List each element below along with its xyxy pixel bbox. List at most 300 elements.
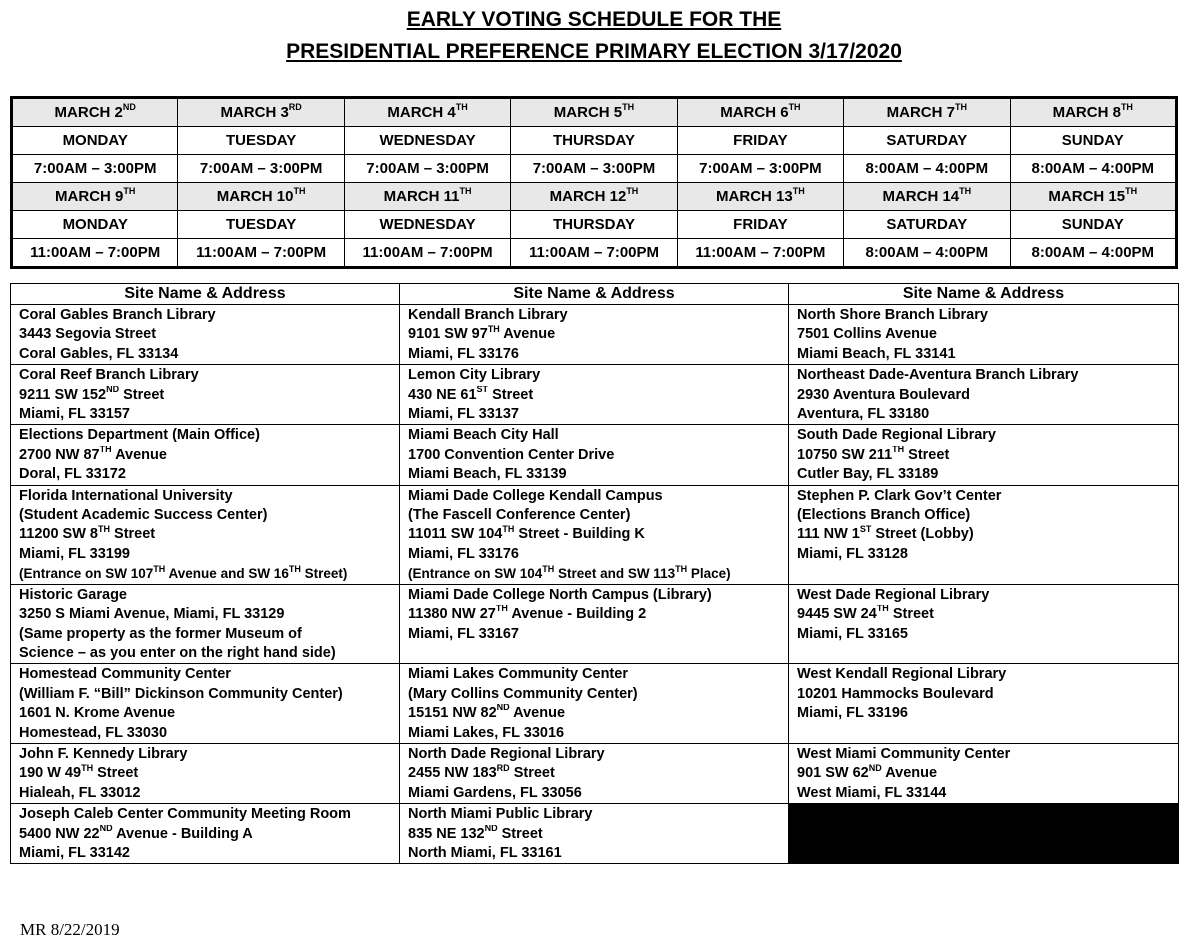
text-segment: Miami Gardens, FL 33056 bbox=[408, 784, 582, 801]
text-segment: 430 NE 61 bbox=[408, 386, 477, 403]
text-segment: Homestead, FL 33030 bbox=[19, 724, 168, 741]
title-line-2: PRESIDENTIAL PREFERENCE PRIMARY ELECTION 3/17/2020 bbox=[286, 40, 902, 63]
ordinal-suffix: TH bbox=[495, 605, 508, 614]
text-segment: Aventura, FL 33180 bbox=[797, 406, 930, 423]
site-address-line bbox=[797, 405, 1170, 424]
ordinal-suffix: ND bbox=[99, 824, 113, 833]
text-segment: (Elections Branch Office) bbox=[797, 507, 971, 524]
text-segment: Miami, FL 33176 bbox=[408, 345, 519, 362]
date-month: MARCH bbox=[216, 188, 273, 205]
text-segment: Street bbox=[904, 446, 950, 463]
text-segment: 2700 NW 87 bbox=[19, 446, 100, 463]
hours-row bbox=[12, 155, 1177, 183]
text-segment: 3443 Segovia Street bbox=[19, 326, 157, 343]
text-segment: (Same property as the former Museum of bbox=[19, 625, 302, 642]
site-name bbox=[408, 805, 780, 824]
site-cell bbox=[11, 584, 400, 664]
text-segment: 9211 SW 152 bbox=[19, 386, 107, 403]
date-cell bbox=[12, 98, 178, 127]
site-address-line bbox=[797, 386, 1170, 405]
site-address-line bbox=[408, 525, 780, 544]
site-name bbox=[408, 745, 780, 764]
site-name bbox=[408, 487, 780, 506]
text-segment: Coral Gables Branch Library bbox=[19, 307, 216, 323]
site-address-line bbox=[408, 724, 780, 743]
text-segment: 9445 SW 24 bbox=[797, 606, 877, 623]
text-segment: Joseph Caleb Center Community Meeting Room bbox=[19, 806, 351, 823]
ordinal-suffix: ND bbox=[106, 385, 120, 394]
date-row bbox=[12, 183, 1177, 211]
text-segment: Historic Garage bbox=[19, 586, 127, 603]
site-address-line bbox=[19, 784, 391, 803]
site-cell bbox=[789, 425, 1179, 485]
site-address-line bbox=[797, 605, 1170, 624]
site-address-line bbox=[19, 844, 391, 863]
text-segment: Miami Dade College North Campus (Library) bbox=[408, 586, 712, 603]
ordinal-suffix: TH bbox=[98, 525, 110, 534]
text-segment: Street and SW 113 bbox=[554, 566, 676, 582]
text-segment: Kendall Branch Library bbox=[408, 307, 568, 323]
date-month: MARCH bbox=[716, 188, 772, 205]
text-segment: Street bbox=[110, 526, 156, 543]
text-segment: Florida International University bbox=[19, 487, 233, 504]
date-suffix: TH bbox=[954, 102, 967, 112]
site-name bbox=[797, 745, 1170, 764]
date-day: 14 bbox=[942, 188, 960, 205]
site-address-line bbox=[797, 465, 1170, 484]
weekday-cell: TUESDAY bbox=[178, 127, 344, 155]
date-month: MARCH bbox=[886, 104, 943, 121]
date-day: 12 bbox=[609, 188, 627, 205]
site-cell bbox=[789, 485, 1179, 584]
site-address-line bbox=[797, 545, 1170, 564]
site-address-line bbox=[19, 525, 391, 544]
text-segment: Miami Lakes, FL 33016 bbox=[408, 724, 565, 741]
site-address-line bbox=[408, 605, 780, 624]
date-row bbox=[12, 98, 1177, 127]
text-segment: 15151 NW 82 bbox=[408, 705, 497, 722]
text-segment: Miami, FL 33128 bbox=[797, 545, 908, 562]
date-day: 4 bbox=[447, 104, 456, 121]
date-month: MARCH bbox=[383, 188, 440, 205]
site-address-line bbox=[408, 564, 780, 583]
date-month: MARCH bbox=[220, 104, 277, 121]
text-segment: Miami, FL 33142 bbox=[19, 844, 130, 861]
site-name bbox=[19, 306, 391, 325]
text-segment: Northeast Dade-Aventura Branch Library bbox=[797, 367, 1079, 384]
site-row bbox=[11, 743, 1179, 803]
text-segment: West Dade Regional Library bbox=[797, 586, 990, 603]
text-segment: Place) bbox=[687, 566, 731, 582]
site-cell bbox=[400, 584, 789, 664]
weekday-row bbox=[12, 127, 1177, 155]
site-address-line bbox=[19, 625, 391, 644]
date-month: MARCH bbox=[54, 104, 111, 121]
site-name bbox=[797, 306, 1170, 325]
hours-cell: 8:00AM – 4:00PM bbox=[1010, 239, 1176, 268]
text-segment: Avenue bbox=[509, 705, 566, 722]
text-segment: Street bbox=[488, 386, 534, 403]
ordinal-suffix: TH bbox=[542, 564, 555, 574]
text-segment: 190 W 49 bbox=[19, 765, 82, 782]
footer-revision: MR 8/22/2019 bbox=[20, 920, 120, 939]
weekday-cell: SATURDAY bbox=[844, 127, 1010, 155]
site-address-line bbox=[408, 704, 780, 723]
date-day: 13 bbox=[776, 188, 793, 205]
site-row bbox=[11, 425, 1179, 485]
text-segment: 2930 Aventura Boulevard bbox=[797, 386, 970, 403]
text-segment: Science – as you enter on the right hand side) bbox=[19, 644, 336, 661]
date-cell bbox=[1010, 183, 1176, 211]
site-address-line bbox=[408, 685, 780, 704]
text-segment: North Miami, FL 33161 bbox=[408, 844, 562, 861]
site-address-line bbox=[19, 386, 391, 405]
weekday-cell: FRIDAY bbox=[677, 211, 843, 239]
site-name bbox=[19, 366, 391, 385]
site-name bbox=[408, 306, 780, 325]
site-name bbox=[408, 426, 780, 445]
site-address-line bbox=[797, 345, 1170, 364]
text-segment: Street bbox=[497, 825, 543, 842]
hours-cell: 7:00AM – 3:00PM bbox=[677, 155, 843, 183]
text-segment: North Miami Public Library bbox=[408, 806, 593, 823]
date-day: 5 bbox=[613, 104, 623, 121]
site-address-line bbox=[19, 704, 391, 723]
site-name bbox=[19, 665, 391, 684]
ordinal-suffix: ND bbox=[496, 704, 510, 713]
site-address-line bbox=[19, 764, 391, 783]
site-address-line bbox=[19, 644, 391, 663]
hours-cell: 11:00AM – 7:00PM bbox=[178, 239, 344, 268]
hours-cell: 7:00AM – 3:00PM bbox=[178, 155, 344, 183]
site-address-line bbox=[408, 405, 780, 424]
site-address-line bbox=[19, 564, 391, 583]
date-cell bbox=[178, 183, 344, 211]
site-name bbox=[408, 665, 780, 684]
text-segment: 10750 SW 211 bbox=[797, 446, 893, 463]
hours-cell: 8:00AM – 4:00PM bbox=[1010, 155, 1176, 183]
date-day: 8 bbox=[1112, 104, 1121, 121]
site-name bbox=[19, 745, 391, 764]
text-segment: 7501 Collins Avenue bbox=[797, 326, 937, 343]
text-segment: West Kendall Regional Library bbox=[797, 666, 1007, 683]
site-cell bbox=[400, 485, 789, 584]
date-cell bbox=[511, 98, 677, 127]
hours-cell: 7:00AM – 3:00PM bbox=[12, 155, 178, 183]
date-suffix: TH bbox=[459, 186, 472, 196]
site-address-line bbox=[408, 465, 780, 484]
text-segment: Street bbox=[888, 606, 934, 623]
site-cell bbox=[789, 743, 1179, 803]
hours-row bbox=[12, 239, 1177, 268]
text-segment: 1601 N. Krome Avenue bbox=[19, 705, 176, 722]
text-segment: Street bbox=[119, 386, 165, 403]
weekday-cell: THURSDAY bbox=[511, 127, 677, 155]
site-address-line bbox=[19, 446, 391, 465]
date-suffix: TH bbox=[959, 186, 972, 196]
date-cell bbox=[677, 183, 843, 211]
text-segment: North Shore Branch Library bbox=[797, 307, 988, 323]
text-segment: Miami, FL 33196 bbox=[797, 705, 908, 722]
site-address-line bbox=[797, 446, 1170, 465]
sites-header-cell: Site Name & Address bbox=[11, 284, 400, 305]
hours-cell: 11:00AM – 7:00PM bbox=[511, 239, 677, 268]
site-name bbox=[19, 426, 391, 445]
date-day: 2 bbox=[114, 104, 123, 121]
site-name bbox=[19, 805, 391, 824]
ordinal-suffix: TH bbox=[81, 764, 94, 773]
text-segment: 3250 S Miami Avenue, Miami, FL 33129 bbox=[19, 606, 285, 623]
site-cell bbox=[400, 425, 789, 485]
date-day: 11 bbox=[443, 188, 460, 205]
site-address-line bbox=[408, 386, 780, 405]
date-day: 7 bbox=[946, 104, 955, 121]
weekday-cell: TUESDAY bbox=[178, 211, 344, 239]
site-address-line bbox=[408, 844, 780, 863]
weekday-cell: MONDAY bbox=[12, 127, 178, 155]
text-segment: Miami, FL 33157 bbox=[19, 406, 130, 423]
ordinal-suffix: TH bbox=[892, 445, 905, 455]
hours-cell: 11:00AM – 7:00PM bbox=[344, 239, 510, 268]
weekday-cell: SUNDAY bbox=[1010, 127, 1176, 155]
site-cell bbox=[11, 743, 400, 803]
text-segment: Miami, FL 33199 bbox=[19, 545, 130, 562]
site-row bbox=[11, 365, 1179, 425]
site-cell bbox=[789, 664, 1179, 744]
text-segment: Miami, FL 33167 bbox=[408, 625, 519, 642]
site-address-line bbox=[797, 685, 1170, 704]
date-cell bbox=[511, 183, 677, 211]
text-segment: Miami Beach, FL 33141 bbox=[797, 345, 956, 362]
site-name bbox=[19, 487, 391, 506]
text-segment: Avenue and SW 16 bbox=[165, 566, 289, 582]
text-segment: 11380 NW 27 bbox=[408, 606, 496, 623]
hours-cell: 7:00AM – 3:00PM bbox=[344, 155, 510, 183]
text-segment: Miami Dade College Kendall Campus bbox=[408, 487, 663, 504]
date-cell bbox=[844, 183, 1010, 211]
site-address-line bbox=[19, 685, 391, 704]
text-segment: 1700 Convention Center Drive bbox=[408, 446, 615, 463]
date-cell bbox=[677, 98, 843, 127]
date-month: MARCH bbox=[553, 104, 610, 121]
site-cell bbox=[789, 305, 1179, 365]
text-segment: (William F. “Bill” Dickinson Community Center) bbox=[19, 685, 343, 702]
site-address-line bbox=[408, 345, 780, 364]
site-address-line bbox=[408, 325, 780, 344]
hours-cell: 11:00AM – 7:00PM bbox=[12, 239, 178, 268]
weekday-cell: WEDNESDAY bbox=[344, 127, 510, 155]
site-address-line bbox=[19, 545, 391, 564]
text-segment: 111 NW 1 bbox=[797, 526, 860, 543]
site-address-line bbox=[797, 325, 1170, 344]
site-row bbox=[11, 804, 1179, 864]
date-cell bbox=[12, 183, 178, 211]
site-address-line bbox=[797, 506, 1170, 525]
date-day: 9 bbox=[115, 188, 124, 205]
text-segment: Cutler Bay, FL 33189 bbox=[797, 466, 939, 483]
date-suffix: ND bbox=[122, 102, 136, 112]
text-segment: 5400 NW 22 bbox=[19, 825, 100, 842]
date-month: MARCH bbox=[549, 188, 606, 205]
text-segment: 11011 SW 104 bbox=[408, 526, 503, 543]
site-name bbox=[797, 665, 1170, 684]
text-segment: John F. Kennedy Library bbox=[19, 745, 188, 762]
text-segment: West Miami Community Center bbox=[797, 745, 1011, 762]
hours-cell: 8:00AM – 4:00PM bbox=[844, 155, 1010, 183]
site-address-line bbox=[797, 764, 1170, 783]
site-name bbox=[797, 487, 1170, 506]
site-address-line bbox=[797, 704, 1170, 723]
site-address-line bbox=[408, 446, 780, 465]
ordinal-suffix: TH bbox=[487, 325, 500, 334]
site-cell bbox=[400, 365, 789, 425]
sites-table bbox=[10, 283, 1179, 864]
date-suffix: TH bbox=[123, 186, 136, 196]
text-segment: 11200 SW 8 bbox=[19, 526, 98, 543]
text-segment: Street (Lobby) bbox=[871, 526, 974, 543]
site-cell bbox=[400, 664, 789, 744]
site-address-line bbox=[19, 506, 391, 525]
text-segment: 901 SW 62 bbox=[797, 765, 869, 782]
site-address-line bbox=[19, 465, 391, 484]
ordinal-suffix: RD bbox=[496, 764, 510, 773]
site-address-line bbox=[408, 825, 780, 844]
site-name bbox=[408, 366, 780, 385]
schedule-table bbox=[10, 96, 1178, 269]
date-suffix: TH bbox=[788, 102, 801, 112]
site-address-line bbox=[408, 545, 780, 564]
site-cell bbox=[11, 485, 400, 584]
weekday-cell: SATURDAY bbox=[844, 211, 1010, 239]
date-suffix: TH bbox=[1125, 186, 1138, 196]
date-suffix: TH bbox=[293, 186, 306, 196]
site-name bbox=[408, 586, 780, 605]
date-suffix: TH bbox=[626, 186, 639, 196]
text-segment: West Miami, FL 33144 bbox=[797, 784, 947, 801]
site-row bbox=[11, 305, 1179, 365]
site-name bbox=[797, 586, 1170, 605]
site-address-line bbox=[408, 784, 780, 803]
sites-header-cell: Site Name & Address bbox=[400, 284, 789, 305]
site-address-line bbox=[19, 325, 391, 344]
weekday-cell: WEDNESDAY bbox=[344, 211, 510, 239]
text-segment: Avenue bbox=[111, 446, 167, 463]
date-cell bbox=[1010, 98, 1176, 127]
text-segment: (Entrance on SW 107 bbox=[19, 566, 154, 582]
text-segment: Miami Beach, FL 33139 bbox=[408, 466, 567, 483]
title-line-1: EARLY VOTING SCHEDULE FOR THE bbox=[406, 8, 782, 31]
ordinal-suffix: ND bbox=[484, 824, 498, 833]
site-cell bbox=[400, 743, 789, 803]
site-address-line bbox=[19, 825, 391, 844]
text-segment: (The Fascell Conference Center) bbox=[408, 507, 631, 524]
site-cell bbox=[11, 425, 400, 485]
text-segment: Coral Reef Branch Library bbox=[19, 367, 199, 384]
ordinal-suffix: TH bbox=[99, 445, 112, 455]
text-segment: Avenue - Building A bbox=[112, 825, 253, 842]
hours-cell: 11:00AM – 7:00PM bbox=[677, 239, 843, 268]
site-cell bbox=[789, 365, 1179, 425]
hours-cell: 7:00AM – 3:00PM bbox=[511, 155, 677, 183]
text-segment: (Student Academic Success Center) bbox=[19, 507, 268, 524]
ordinal-suffix: TH bbox=[876, 605, 889, 614]
date-day: 3 bbox=[280, 104, 289, 121]
site-address-line bbox=[19, 345, 391, 364]
date-day: 10 bbox=[276, 188, 294, 205]
date-month: MARCH bbox=[387, 104, 444, 121]
site-cell bbox=[400, 305, 789, 365]
site-address-line bbox=[19, 605, 391, 624]
date-cell bbox=[344, 183, 510, 211]
text-segment: Miami Lakes Community Center bbox=[408, 666, 628, 683]
text-segment: Homestead Community Center bbox=[19, 666, 231, 683]
date-day: 6 bbox=[780, 104, 789, 121]
blacked-out-cell bbox=[789, 804, 1179, 864]
weekday-cell: SUNDAY bbox=[1010, 211, 1176, 239]
date-cell bbox=[178, 98, 344, 127]
ordinal-suffix: TH bbox=[502, 525, 515, 534]
text-segment: South Dade Regional Library bbox=[797, 427, 996, 444]
ordinal-suffix: TH bbox=[153, 564, 166, 574]
text-segment: Elections Department (Main Office) bbox=[19, 427, 260, 444]
date-month: MARCH bbox=[720, 104, 777, 121]
text-segment: Avenue - Building 2 bbox=[507, 606, 647, 623]
site-row bbox=[11, 664, 1179, 744]
site-cell bbox=[11, 365, 400, 425]
site-address-line bbox=[408, 506, 780, 525]
text-segment: Street bbox=[93, 765, 139, 782]
date-month: MARCH bbox=[1052, 104, 1109, 121]
text-segment: 2455 NW 183 bbox=[408, 765, 497, 782]
ordinal-suffix: ST bbox=[859, 525, 872, 534]
weekday-cell: FRIDAY bbox=[677, 127, 843, 155]
site-address-line bbox=[408, 764, 780, 783]
weekday-row bbox=[12, 211, 1177, 239]
ordinal-suffix: TH bbox=[288, 564, 301, 574]
text-segment: 10201 Hammocks Boulevard bbox=[797, 685, 994, 702]
site-address-line bbox=[19, 724, 391, 743]
site-cell bbox=[11, 804, 400, 864]
date-month: MARCH bbox=[882, 188, 939, 205]
date-suffix: TH bbox=[622, 102, 635, 112]
site-address-line bbox=[797, 525, 1170, 544]
hours-cell: 8:00AM – 4:00PM bbox=[844, 239, 1010, 268]
text-segment: Miami, FL 33137 bbox=[408, 406, 519, 423]
site-cell bbox=[789, 584, 1179, 664]
site-address-line bbox=[797, 625, 1170, 644]
text-segment: 835 NE 132 bbox=[408, 825, 485, 842]
site-name bbox=[19, 586, 391, 605]
date-suffix: TH bbox=[1120, 102, 1133, 112]
text-segment: Stephen P. Clark Gov’t Center bbox=[797, 487, 1002, 504]
text-segment: Doral, FL 33172 bbox=[19, 466, 126, 483]
text-segment: Street - Building K bbox=[514, 526, 645, 543]
text-segment: (Entrance on SW 104 bbox=[408, 566, 543, 582]
text-segment: Street) bbox=[300, 566, 348, 582]
ordinal-suffix: ST bbox=[476, 385, 489, 394]
text-segment: Avenue bbox=[499, 326, 556, 343]
date-suffix: TH bbox=[792, 186, 805, 196]
date-suffix: RD bbox=[288, 102, 302, 112]
text-segment: Miami Beach City Hall bbox=[408, 427, 559, 444]
weekday-cell: THURSDAY bbox=[511, 211, 677, 239]
text-segment: Hialeah, FL 33012 bbox=[19, 784, 141, 801]
site-name bbox=[797, 426, 1170, 445]
site-address-line bbox=[797, 784, 1170, 803]
date-day: 15 bbox=[1108, 188, 1126, 205]
text-segment: North Dade Regional Library bbox=[408, 745, 605, 762]
site-row bbox=[11, 485, 1179, 584]
